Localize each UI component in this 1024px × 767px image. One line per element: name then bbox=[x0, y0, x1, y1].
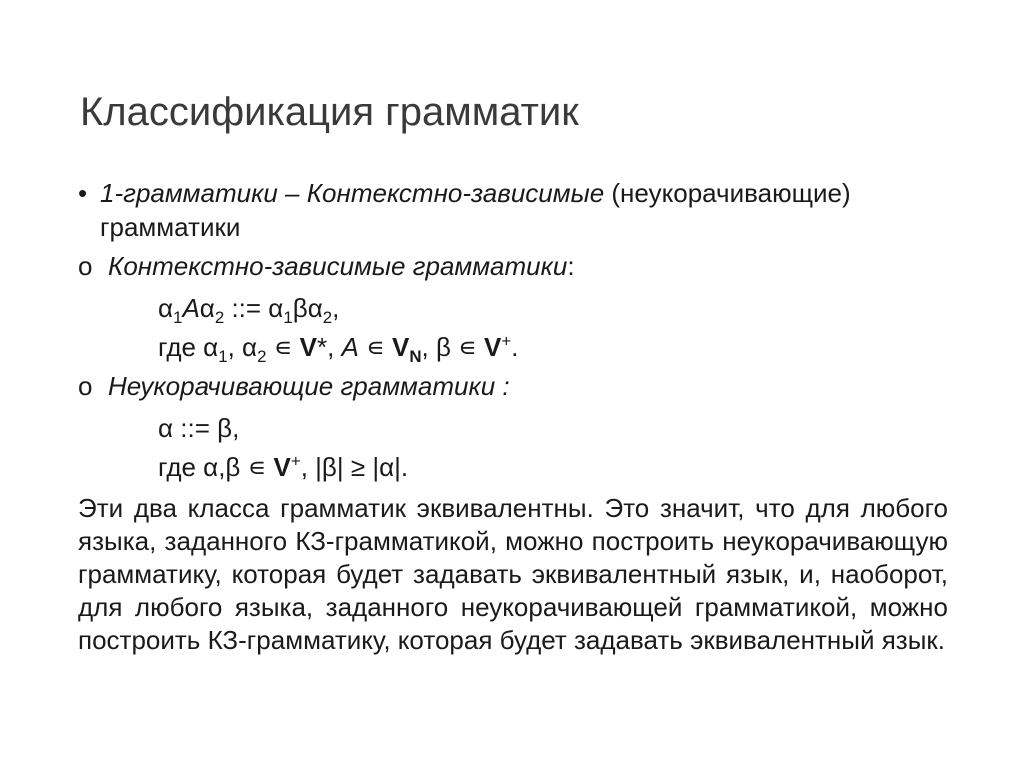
formula-symbol: A bbox=[182, 293, 200, 323]
formula-operator: ∊ bbox=[358, 332, 392, 362]
formula-symbol: α bbox=[158, 293, 174, 323]
formula-set-symbol: V bbox=[299, 332, 317, 362]
formula-symbol: α bbox=[199, 293, 215, 323]
formula-set-symbol: V bbox=[391, 332, 410, 362]
formula-punct: , bbox=[332, 293, 340, 323]
sub-item-colon: : bbox=[567, 251, 575, 281]
formula-subscript: 1 bbox=[218, 347, 228, 367]
formula-symbol: α bbox=[307, 293, 323, 323]
formula-text: , |β| ≥ |α|. bbox=[300, 452, 409, 482]
sub-item-italic-text: Контекстно-зависимые грамматики bbox=[108, 251, 568, 281]
formula-symbol: A bbox=[341, 332, 359, 362]
formula-rule-cs bbox=[78, 291, 948, 328]
sub-marker: o bbox=[78, 371, 93, 401]
formula-subscript: 2 bbox=[214, 308, 225, 328]
bullet-marker: • bbox=[78, 178, 88, 208]
sub-item-context-sensitive bbox=[78, 249, 948, 283]
bullet-italic-text: 1-грамматики – Контекстно-зависимые bbox=[100, 178, 605, 208]
slide-title: Классификация грамматик bbox=[80, 90, 579, 134]
formula-rule-nc: α ::= β, bbox=[158, 413, 240, 443]
formula-set-symbol: V bbox=[484, 332, 502, 362]
formula-text: , β ∊ bbox=[421, 332, 485, 362]
formula-subscript: 2 bbox=[257, 347, 267, 367]
sub-item-italic-text: Неукорачивающие грамматики : bbox=[108, 371, 510, 401]
formula-set-symbol: V bbox=[273, 452, 291, 482]
formula-superscript: + bbox=[290, 451, 301, 471]
equivalence-paragraph: Эти два класса грамматик эквивалентны. Это значит, что для любого языка, заданного КЗ-грамматикой, можно построить неукорачивающую грамматику, которая будет задавать эквивалентный язык, и, наоборот, для любого языка, заданного неукорачивающей грамматикой, можно построить КЗ-грамматику, которая будет задавать эквивалентный язык. bbox=[78, 493, 948, 655]
formula-text: где α,β ∊ bbox=[158, 452, 274, 482]
bullet-item bbox=[78, 176, 948, 244]
formula-operator: ::= bbox=[224, 293, 269, 323]
formula-symbol: α bbox=[268, 293, 284, 323]
formula-text: где α bbox=[158, 332, 219, 362]
formula-operator: ∊ bbox=[266, 332, 300, 362]
slide-content bbox=[78, 176, 948, 657]
formula-symbol: β bbox=[292, 293, 308, 323]
formula-condition-nc bbox=[78, 450, 948, 484]
formula-subscript: 1 bbox=[283, 308, 293, 328]
formula-subscript: N bbox=[409, 347, 422, 367]
formula-subscript: 1 bbox=[173, 308, 183, 328]
formula-text: , bbox=[327, 332, 342, 362]
formula-text: * bbox=[316, 332, 328, 362]
formula-condition-cs bbox=[78, 330, 948, 367]
formula-punct: . bbox=[511, 332, 519, 362]
sub-item-non-contracting bbox=[78, 369, 948, 403]
formula-superscript: + bbox=[501, 331, 512, 351]
bullet-normal-text: (неукорачивающие) грамматики bbox=[100, 178, 851, 242]
sub-marker: o bbox=[78, 251, 93, 281]
formula-text: , α bbox=[227, 332, 258, 362]
formula-subscript: 2 bbox=[322, 308, 333, 328]
